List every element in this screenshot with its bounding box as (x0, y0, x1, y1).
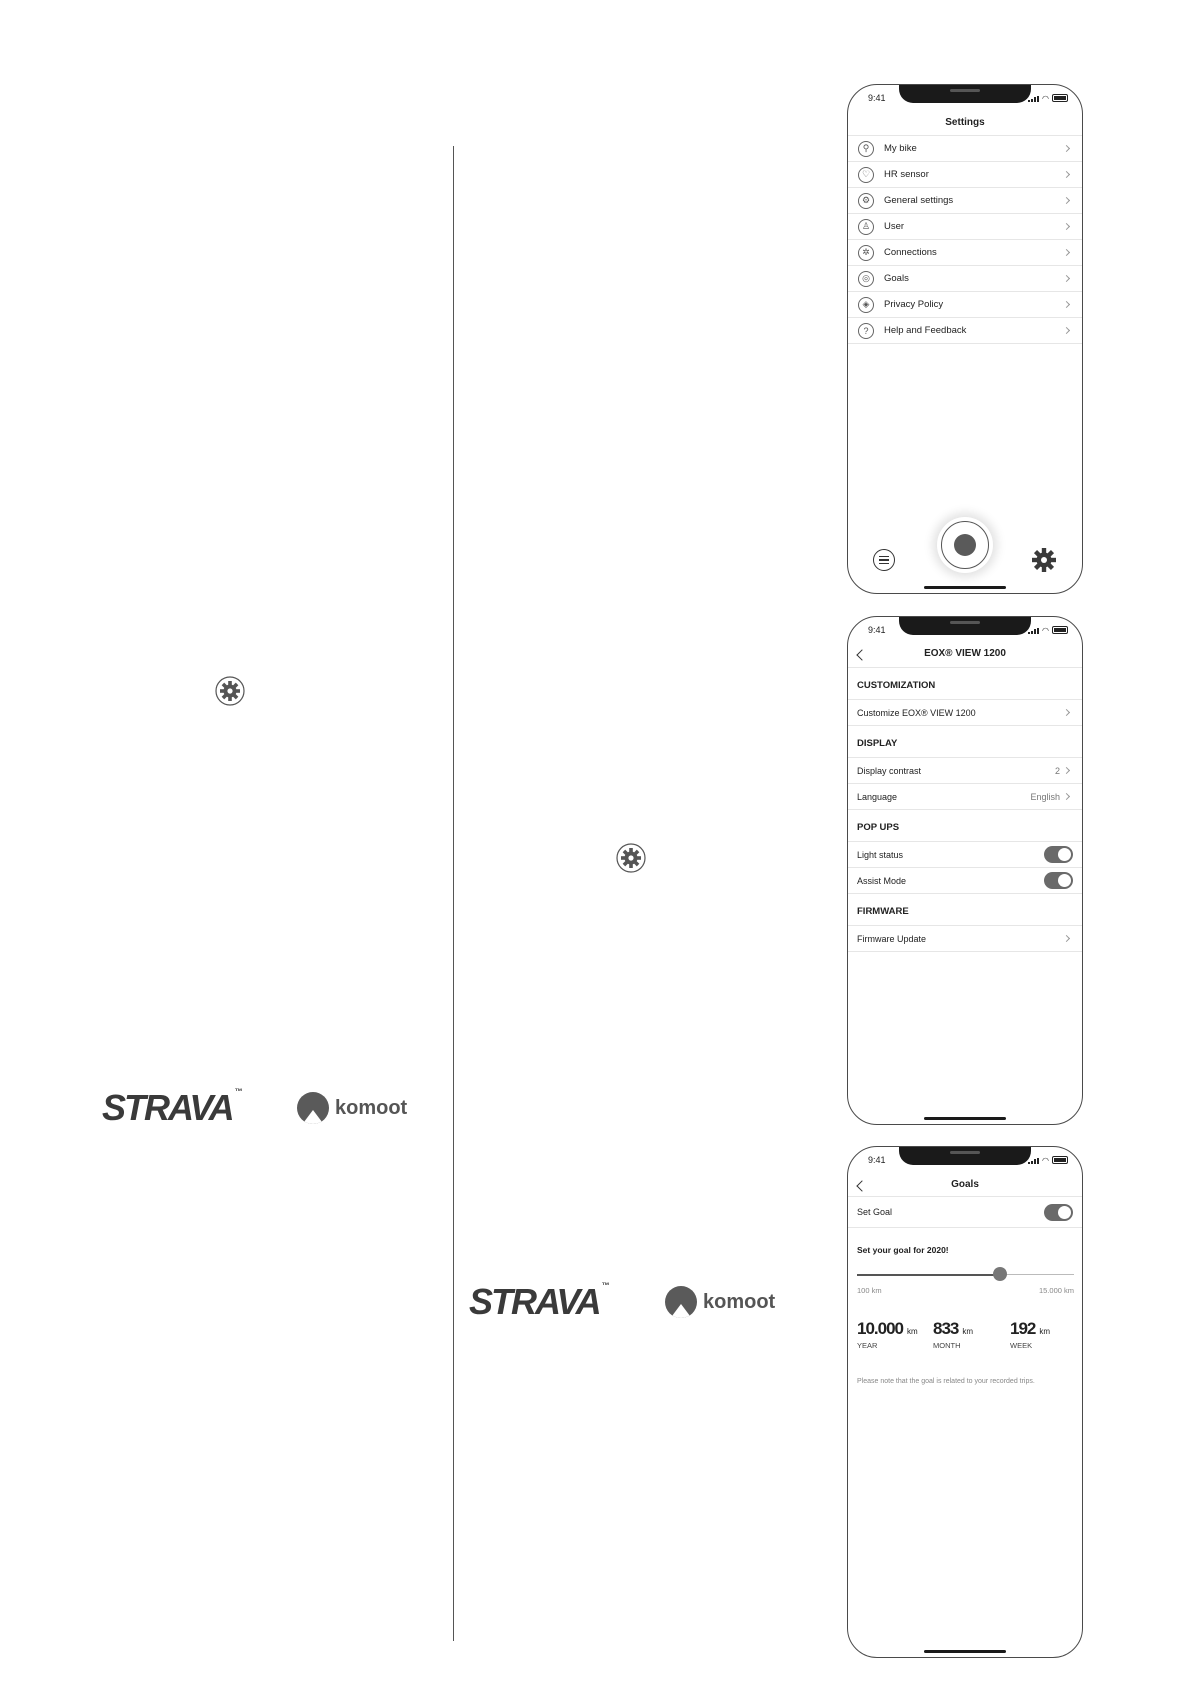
home-indicator (924, 586, 1006, 589)
device-settings-phone (847, 616, 1083, 1125)
column-divider (453, 146, 454, 1641)
settings-item-general-settings[interactable] (848, 188, 1082, 214)
battery-icon (1052, 94, 1068, 102)
stat-label: YEAR (857, 1341, 878, 1350)
record-button[interactable] (937, 517, 993, 573)
chevron-right-icon (1063, 301, 1070, 308)
stat-value: 192 (1010, 1319, 1036, 1338)
set-goal-row (848, 1197, 1082, 1228)
display-contrast-label: Display contrast (857, 765, 922, 776)
firmware-update-label: Firmware Update (857, 933, 927, 944)
settings-item-label: My bike (884, 143, 917, 154)
stat-unit: km (907, 1327, 918, 1336)
set-goal-label: Set Goal (857, 1207, 893, 1217)
chevron-right-icon (1063, 249, 1070, 256)
gear-icon (215, 676, 245, 706)
target-icon: ◎ (858, 271, 874, 287)
wifi-icon: ◠ (1042, 94, 1049, 103)
help-icon: ? (858, 323, 874, 339)
signal-icon (1028, 628, 1039, 634)
user-icon: ♙ (858, 219, 874, 235)
status-bar (848, 1153, 1082, 1167)
stat-value: 10.000 (857, 1319, 903, 1338)
chevron-right-icon (1063, 145, 1070, 152)
settings-item-label: Goals (884, 273, 909, 284)
chevron-right-icon (1063, 709, 1070, 716)
battery-icon (1052, 626, 1068, 634)
status-bar (848, 91, 1082, 105)
komoot-logo: komoot (297, 1092, 407, 1124)
stat-label: WEEK (1010, 1341, 1033, 1350)
settings-item-hr-sensor[interactable] (848, 162, 1082, 188)
stat-unit: km (962, 1327, 974, 1336)
gear-icon (616, 843, 646, 873)
firmware-update-row[interactable] (848, 926, 1082, 952)
shield-icon: ◈ (858, 297, 874, 313)
komoot-logo: komoot (665, 1286, 775, 1318)
wifi-icon: ◠ (1042, 626, 1049, 635)
strava-logo: STRAVA ™ (469, 1281, 610, 1322)
settings-item-label: Help and Feedback (884, 325, 967, 336)
section-popups: POP UPS (848, 810, 1082, 842)
settings-item-privacy-policy[interactable] (848, 292, 1082, 318)
language-label: Language (857, 791, 898, 802)
settings-list (848, 135, 1082, 344)
stat-year (857, 1319, 918, 1350)
stat-value: 833 (933, 1319, 959, 1338)
goal-prompt: Set your goal for 2020! (857, 1245, 949, 1255)
stat-label: MONTH (933, 1341, 961, 1350)
assist-mode-toggle[interactable] (1044, 872, 1073, 889)
section-customization: CUSTOMIZATION (848, 668, 1082, 700)
record-ring (941, 521, 989, 569)
customize-device-label: Customize EOX® VIEW 1200 (857, 707, 976, 718)
signal-icon (1028, 1158, 1039, 1164)
battery-icon (1052, 1156, 1068, 1164)
list-tab-icon[interactable] (873, 549, 895, 571)
komoot-mark-icon (297, 1092, 329, 1124)
light-status-label: Light status (857, 849, 904, 860)
record-icon (954, 534, 976, 556)
settings-item-label: Privacy Policy (884, 299, 944, 310)
chevron-right-icon (1063, 171, 1070, 178)
page-title: Goals (951, 1179, 979, 1190)
heart-icon: ♡ (858, 167, 874, 183)
section-firmware: FIRMWARE (848, 894, 1082, 926)
settings-item-connections[interactable] (848, 240, 1082, 266)
chevron-right-icon (1063, 767, 1070, 774)
settings-phone (847, 84, 1083, 594)
assist-mode-row (848, 868, 1082, 894)
home-indicator (924, 1117, 1006, 1120)
goal-slider[interactable] (857, 1274, 1074, 1275)
slider-max-label: 15.000 km (1038, 1286, 1074, 1295)
language-row[interactable] (848, 784, 1082, 810)
komoot-mark-icon (665, 1286, 697, 1318)
settings-tab-gear-icon[interactable] (1031, 547, 1057, 573)
chevron-right-icon (1063, 793, 1070, 800)
status-time: 9:41 (868, 1155, 886, 1165)
page-title: Settings (945, 117, 985, 128)
settings-item-goals[interactable] (848, 266, 1082, 292)
settings-item-help-feedback[interactable] (848, 318, 1082, 344)
goal-note: Please note that the goal is related to your recorded trips. (857, 1378, 1035, 1385)
signal-icon (1028, 96, 1039, 102)
goals-list (848, 1196, 1082, 1228)
stat-week (1010, 1319, 1050, 1350)
customize-device-row[interactable] (848, 700, 1082, 726)
connections-icon: ✲ (858, 245, 874, 261)
chevron-right-icon (1063, 327, 1070, 334)
bike-icon: ⚲ (858, 141, 874, 157)
status-time: 9:41 (868, 93, 886, 103)
goal-slider-handle[interactable] (993, 1267, 1007, 1281)
language-value: English (1030, 791, 1060, 802)
display-contrast-row[interactable] (848, 758, 1082, 784)
settings-item-my-bike[interactable] (848, 136, 1082, 162)
wifi-icon: ◠ (1042, 1156, 1049, 1165)
settings-icon: ⚙ (858, 193, 874, 209)
light-status-toggle[interactable] (1044, 846, 1073, 863)
slider-min-label: 100 km (857, 1286, 882, 1295)
assist-mode-label: Assist Mode (857, 875, 907, 886)
stat-unit: km (1039, 1327, 1051, 1336)
settings-item-label: User (884, 221, 905, 232)
settings-item-label: HR sensor (884, 169, 929, 180)
status-bar (848, 623, 1082, 637)
home-indicator (924, 1650, 1006, 1653)
section-display: DISPLAY (848, 726, 1082, 758)
settings-item-user[interactable] (848, 214, 1082, 240)
chevron-right-icon (1063, 197, 1070, 204)
settings-item-label: Connections (884, 247, 937, 258)
strava-logo: STRAVA ™ (102, 1087, 243, 1128)
stat-month (933, 1319, 973, 1350)
chevron-right-icon (1063, 223, 1070, 230)
display-contrast-value: 2 (1054, 765, 1060, 776)
chevron-right-icon (1063, 935, 1070, 942)
status-time: 9:41 (868, 625, 886, 635)
set-goal-toggle[interactable] (1044, 1204, 1073, 1221)
tab-bar (848, 503, 1082, 593)
settings-item-label: General settings (884, 195, 954, 206)
light-status-row (848, 842, 1082, 868)
page-title: EOX® VIEW 1200 (924, 648, 1006, 659)
chevron-right-icon (1063, 275, 1070, 282)
device-settings-list (848, 667, 1082, 952)
goal-slider-fill (857, 1274, 1000, 1276)
goals-phone (847, 1146, 1083, 1658)
